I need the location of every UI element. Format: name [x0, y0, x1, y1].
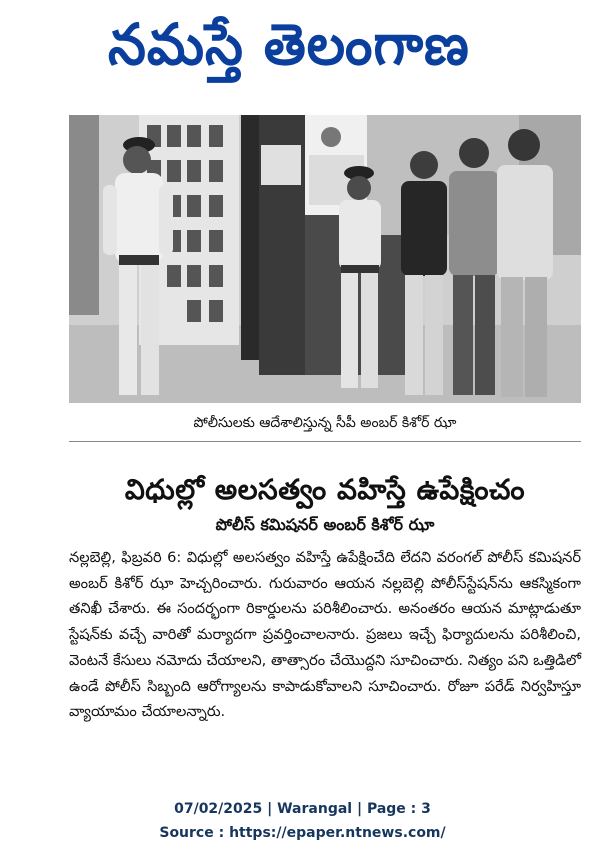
- footer-date-edition: 07/02/2025 | Warangal | Page : 3: [174, 801, 431, 817]
- news-photo: [69, 115, 581, 403]
- page-footer: [0, 797, 605, 845]
- newspaper-title: నమస్తే తెలంగాణ: [108, 11, 470, 78]
- masthead: [0, 0, 605, 92]
- cropped-next-headline: [138, 776, 498, 784]
- photo-caption: పోలీసులకు ఆదేశాలిస్తున్న సీపీ అంబర్ కిశోర్ ఝా: [69, 405, 581, 442]
- article-subheadline: పోలీస్ కమిషనర్ అంబర్ కిశోర్ ఝా: [215, 515, 435, 534]
- article-body: నల్లబెల్లి, ఫిబ్రవరి 6: విధుల్లో అలసత్వం వహిస్తే ఉపేక్షించేది లేదని వరంగల్ పోలీస్ కమిషనర్ అంబర్ కిశోర్ ఝా హెచ్చరించారు. గురువారం ఆయన నల్లబెల్లి పోలీస్‌స్టేషన్‌ను ఆకస్మికంగా తనిఖీ చేశారు. ఈ సందర్భంగా రికార్డులను పరిశీలించారు. అనంతరం ఆయన మాట్లాడుతూ స్టేషన్‌కు వచ్చే వారితో మర్యాదగా ప్రవర్తించాలనారు. ప్రజలు ఇచ్చే ఫిర్యాదులను పరిశీలించి, వెంటనే కేసులు నమోదు చేయాలని, తాత్సారం చేయొద్దని సూచించారు. నిత్యం పని ఒత్తిడిలో ఉండే పోలీస్ సిబ్బంది ఆరోగ్యాలను కాపాడుకోవాలని సూచించారు. రోజూ పరేడ్ నిర్వహిస్తూ వ్యాయామం చేయాలన్నారు.: [69, 549, 581, 721]
- article-headline: విధుల్లో అలసత్వం వహిస్తే ఉపేక్షించం: [124, 473, 526, 506]
- footer-source: Source : https://epaper.ntnews.com/: [159, 825, 446, 841]
